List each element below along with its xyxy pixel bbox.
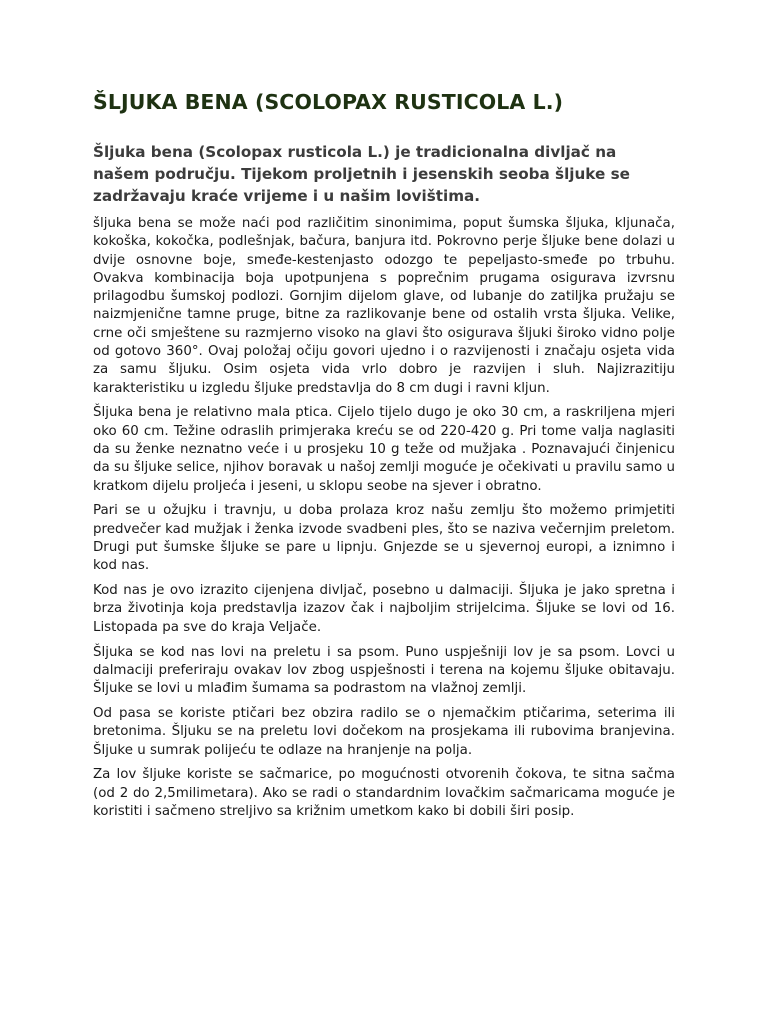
body-paragraph: Šljuka se kod nas lovi na preletu i sa psom. Puno uspješniji lov je sa psom. Lovci u dalmaciji preferiraju ovakav lov zbog uspješnosti i terena na kojemu šljuke obitavaju. Šljuke se lovi u mlađim šumama sa podrastom na vlažnoj zemlji. bbox=[93, 644, 675, 697]
body-paragraph: šljuka bena se može naći pod različitim sinonimima, poput šumska šljuka, kljunača, kokoška, kokočka, podlešnjak, bačura, banjura itd. Pokrovno perje šljuke bene dolazi u dvije osnovne boje, smeđe-kestenjasto odozgo te pepeljasto-smeđe po trbuhu. Ovakva kombinacija boja upotpunjena s poprečnim prugama osigurava izvrsnu prilagodbu šumskoj podlozi. Gornjim dijelom glave, od lubanje do zatiljka pružaju se naizmjenične tamne pruge, bitne za razlikovanje bene od ostalih vrsta šljuka. Velike, crne oči smještene su razmjerno visoko na glavi što osigurava šljuki široko vidno polje od gotovo 360°. Ovaj položaj očiju govori ujedno i o razvijenosti i značaju osjeta vida za samu šljuku. Osim osjeta vida vrlo dobro je razvijen i sluh. Najizrazitiju karakteristiku u izgledu šljuke predstavlja do 8 cm dugi i ravni kljun. bbox=[93, 216, 675, 396]
document-title: ŠLJUKA BENA (SCOLOPAX RUSTICOLA L.) bbox=[93, 90, 564, 114]
body-paragraph: Pari se u ožujku i travnju, u doba prolaza kroz našu zemlju što možemo primjetiti predvečer kad mužjak i ženka izvode svadbeni ples, što se naziva večernjim preletom. Drugi put šumske šljuke se pare u lipnju. Gnjezde se u sjevernoj europi, a iznimno i kod nas. bbox=[93, 503, 675, 574]
body-paragraph: Kod nas je ovo izrazito cijenjena divljač, posebno u dalmaciji. Šljuka je jako spretna i brza životinja koja predstavlja izazov čak i najboljim strijelcima. Šljuke se lovi od 16. Listopada pa sve do kraja Veljače. bbox=[93, 583, 675, 635]
document-body bbox=[93, 215, 675, 828]
body-paragraph: Od pasa se koriste ptičari bez obzira radilo se o njemačkim ptičarima, seterima ili bretonima. Šljuku se na preletu lovi dočekom na prosjekama ili rubovima branjevina. Šljuke u sumrak polijeću te odlaze na hranjenje na polja. bbox=[93, 705, 675, 758]
body-paragraph: Za lov šljuke koriste se sačmarice, po mogućnosti otvorenih čokova, te sitna sačma (od 2 do 2,5milimetara). Ako se radi o standardnim lovačkim sačmaricama moguće je koristiti i sačmeno streljivo sa križnim umetkom kako bi dobili širi posip. bbox=[93, 767, 675, 819]
body-paragraph: Šljuka bena je relativno mala ptica. Cijelo tijelo dugo je oko 30 cm, a raskriljena mjeri oko 60 cm. Težine odraslih primjeraka kreću se od 220-420 g. Pri tome valja naglasiti da su ženke neznatno veće i u prosjeku 10 g teže od mužjaka . Poznavajući činjenicu da su šljuke selice, njihov boravak u našoj zemlji moguće je očekivati u pravilu samo u kratkom dijelu proljeća i jeseni, u sklopu seobe na sjever i obratno. bbox=[93, 405, 675, 494]
lead-paragraph: Šljuka bena (Scolopax rusticola L.) je tradicionalna divljač na našem području. Tijekom proljetnih i jesenskih seoba šljuke se zadržavaju kraće vrijeme i u našim lovištima. bbox=[93, 143, 630, 205]
